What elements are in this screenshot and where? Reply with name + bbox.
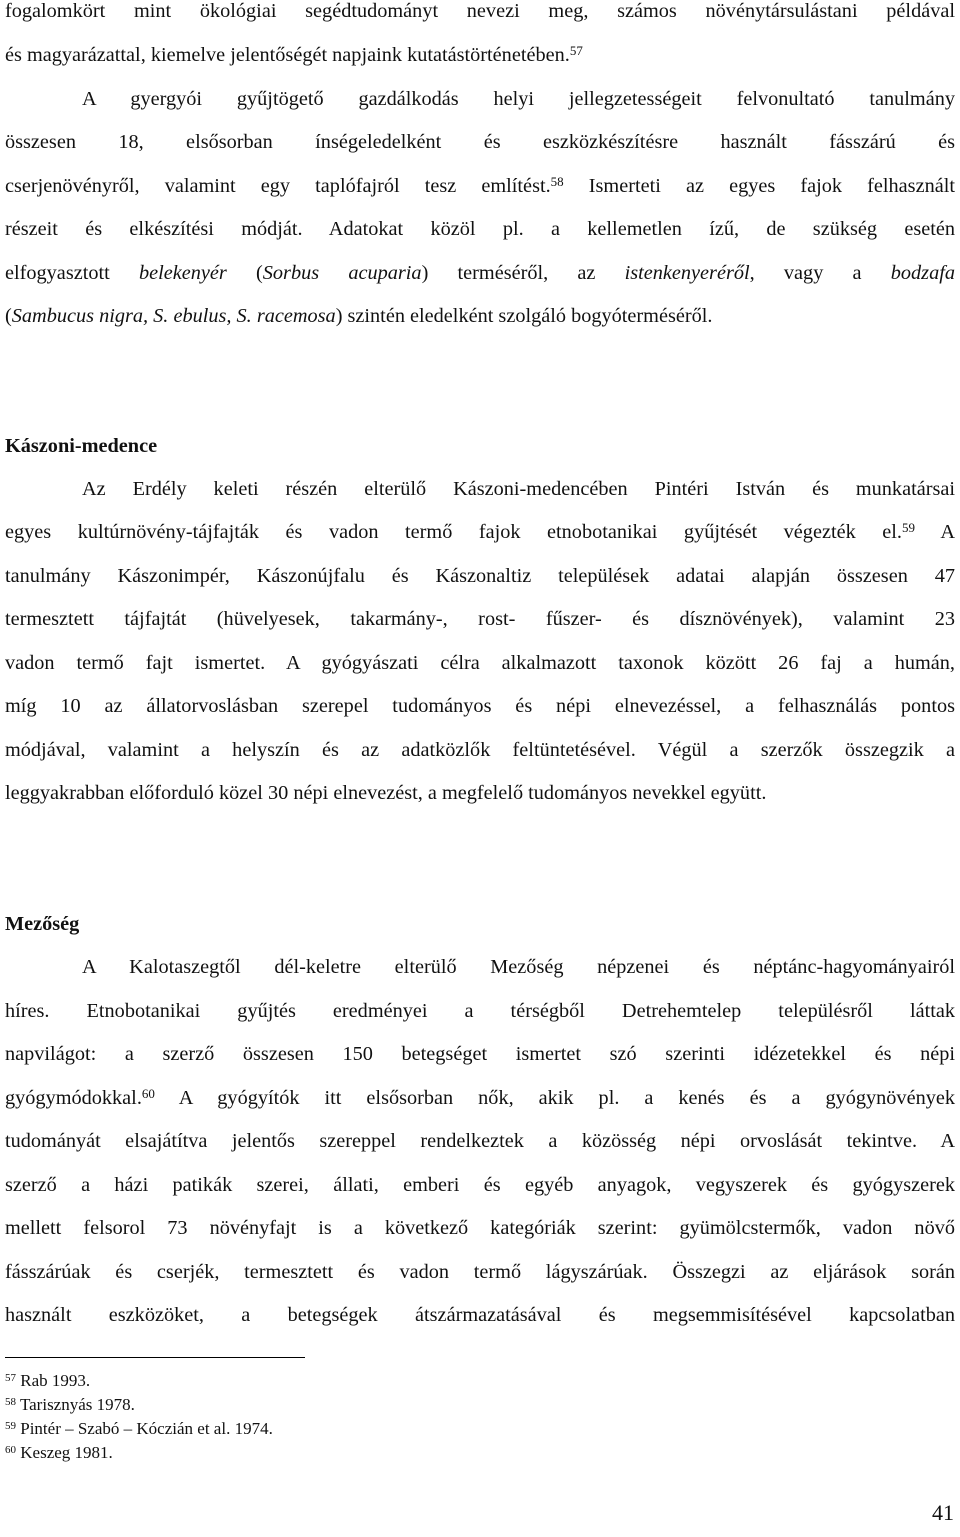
paragraph-line: fásszárúak és cserjék, termesztett és vadon termő lágyszárúak. Összegzi az eljárások során xyxy=(5,1261,955,1283)
footnote: $^{58}$ Tarisznyás 1978. xyxy=(5,1395,135,1414)
paragraph-line: szerző a házi patikák szerei, állati, emberi és egyéb anyagok, vegyszerek és gyógyszerek xyxy=(5,1174,955,1196)
paragraph-line: cserjenövényről, valamint egy taplófajról tesz említést.$^{58}$ Ismerteti az egyes fajok felhasznált xyxy=(5,174,955,197)
footnote: $^{60}$ Keszeg 1981. xyxy=(5,1443,113,1462)
footnote-ref: 57 xyxy=(569,43,583,58)
paragraph-line: Az Erdély keleti részén elterülő Kászoni-medencében Pintéri István és munkatársai xyxy=(82,478,955,500)
section-heading: Mezőség xyxy=(5,913,80,935)
paragraph-line: vadon termő fajt ismertet. A gyógyászati célra alkalmazott taxonok között 26 faj a humán, xyxy=(5,652,955,674)
paragraph-line: tudományát elsajátítva jelentős szereppel rendelkeztek a közösség népi orvoslását tekintve. A xyxy=(5,1130,955,1152)
footnote: $^{57}$ Rab 1993. xyxy=(5,1371,91,1390)
footnote-separator xyxy=(5,1357,305,1358)
paragraph-line: részeit és elkészítési módját. Adatokat közöl pl. a kellemetlen ízű, de szükség esetén xyxy=(5,218,955,240)
paragraph-line: módjával, valamint a helyszín és az adatközlők feltüntetésével. Végül a szerzők összegzik a xyxy=(5,739,955,761)
paragraph-line: híres. Etnobotanikai gyűjtés eredményei a térségből Detrehemtelep településről láttak xyxy=(5,1000,955,1022)
footnote-ref: 58 xyxy=(550,174,564,189)
paragraph-line: tanulmány Kászonimpér, Kászonújfalu és Kászonaltiz települések adatai alapján összesen 47 xyxy=(5,565,955,587)
paragraph-line: és magyarázattal, kiemelve jelentőségét napjaink kutatástörténetében.$^{57}$ xyxy=(5,43,583,66)
footnote-ref: 60 xyxy=(141,1086,155,1101)
paragraph-line: egyes kultúrnövény-tájfajták és vadon termő fajok etnobotanikai gyűjtését végezték el.$^{59}$ A xyxy=(5,520,955,543)
page-number: 41 xyxy=(932,1500,954,1525)
paragraph-line: (Sambucus nigra, S. ebulus, S. racemosa) szintén eledelként szolgáló bogyóterméséről. xyxy=(5,305,713,327)
paragraph-line: gyógymódokkal.$^{60}$ A gyógyítók itt elsősorban nők, akik pl. a kenés és a gyógynövények xyxy=(5,1086,955,1109)
paragraph-line: mellett felsorol 73 növényfajt is a következő kategóriák szerint: gyümölcstermők, vadon növő xyxy=(5,1217,955,1239)
paragraph-line: használt eszközöket, a betegségek átszármazatásával és megsemmisítésével kapcsolatban xyxy=(5,1304,955,1326)
paragraph-line: termesztett tájfajtát (hüvelyesek, takarmány-, rost- fűszer- és dísznövények), valamint 23 xyxy=(5,608,955,630)
paragraph-line: fogalomkört mint ökológiai segédtudományt nevezi meg, számos növénytársulástani példával xyxy=(5,0,955,22)
paragraph-line: leggyakrabban előforduló közel 30 népi elnevezést, a megfelelő tudományos nevekkel együtt. xyxy=(5,782,767,804)
paragraph-line: A Kalotaszegtől dél-keletre elterülő Mezőség népzenei és néptánc-hagyományairól xyxy=(82,956,955,978)
paragraph-line: napvilágot: a szerző összesen 150 betegséget ismertet szó szerinti idézetekkel és népi xyxy=(5,1043,955,1065)
footnote: $^{59}$ Pintér – Szabó – Kóczián et al. 1974. xyxy=(5,1419,273,1438)
section-heading: Kászoni-medence xyxy=(5,435,158,457)
paragraph-line: míg 10 az állatorvoslásban szerepel tudományos és népi elnevezéssel, a felhasználás pontos xyxy=(5,695,955,717)
paragraph-line: elfogyasztott belekenyér (Sorbus acuparia) terméséről, az istenkenyeréről, vagy a bodzafa xyxy=(5,262,955,284)
paragraph-line: összesen 18, elsősorban ínségeledelként és eszközkészítésre használt fásszárú és xyxy=(5,131,955,153)
paragraph-line: A gyergyói gyűjtögető gazdálkodás helyi jellegzetességeit felvonultató tanulmány xyxy=(82,88,955,110)
footnote-ref: 59 xyxy=(901,520,915,535)
